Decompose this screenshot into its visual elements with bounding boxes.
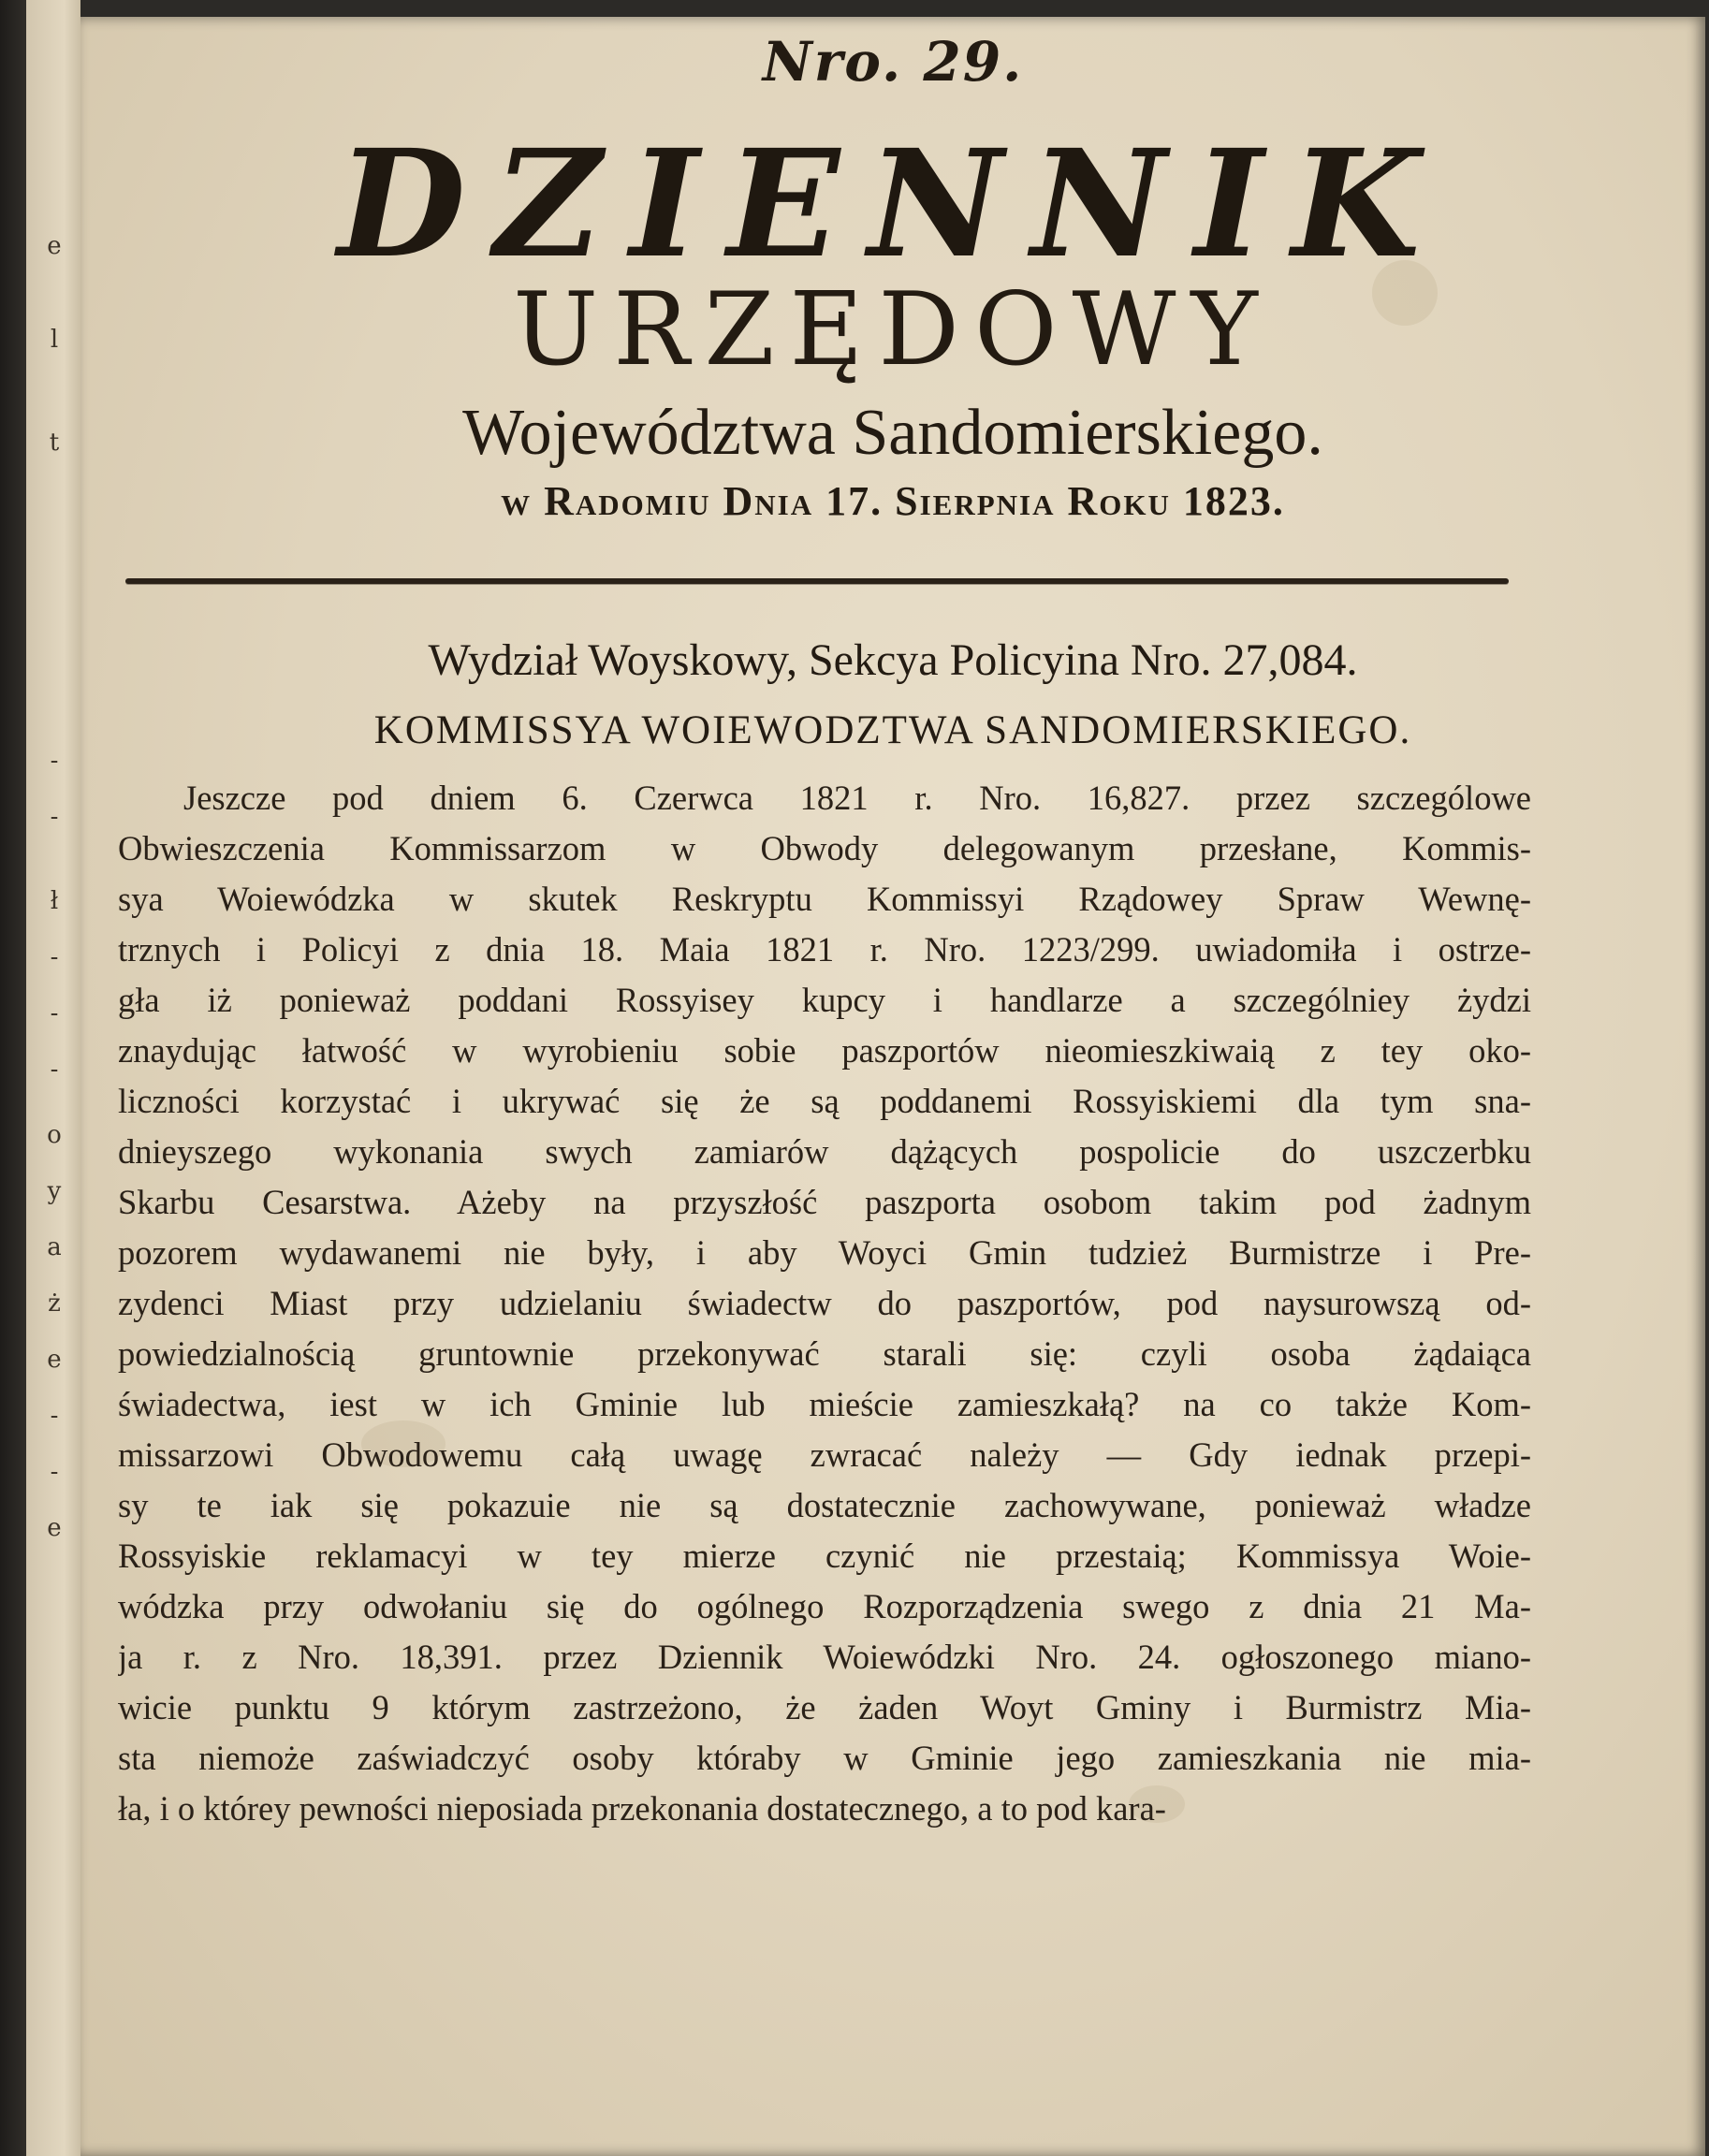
- article-line: sya Woiewódzka w skutek Reskryptu Kommissyi Rządowey Spraw Wewnę-: [118, 880, 1531, 918]
- issue-number: Nro. 29.: [762, 30, 1024, 94]
- margin-fragment: e: [47, 232, 62, 260]
- article-line: znaydując łatwość w wyrobieniu sobie paszportów nieomieszkiwaią z tey oko-: [118, 1031, 1531, 1070]
- masthead-divider: [125, 578, 1509, 584]
- margin-fragment: -: [50, 1056, 59, 1084]
- margin-fragment: -: [50, 1402, 59, 1430]
- margin-fragment: ż: [48, 1289, 61, 1318]
- article-line: dnieyszego wykonania swych zamiarów dążących pospolicie do uszczerbku: [118, 1132, 1531, 1171]
- article-line: Jeszcze pod dniem 6. Czerwca 1821 r. Nro. 16,827. przez szczególowe: [183, 779, 1531, 817]
- margin-fragment: l: [50, 326, 59, 354]
- margin-fragment: a: [47, 1233, 62, 1261]
- margin-fragment: e: [47, 1346, 62, 1374]
- margin-fragment: -: [50, 747, 59, 775]
- article-line: ja r. z Nro. 18,391. przez Dziennik Woiewódzki Nro. 24. ogłoszonego miano-: [118, 1638, 1531, 1676]
- article-line: Obwieszczenia Kommissarzom w Obwody delegowanym przesłane, Kommis-: [118, 829, 1531, 867]
- margin-fragment: -: [50, 803, 59, 831]
- margin-fragment: -: [50, 943, 59, 971]
- article-line: pozorem wydawanemi nie były, i aby Woyci Gmin tudzież Burmistrze i Pre-: [118, 1233, 1531, 1272]
- article-line: wicie punktu 9 którym zastrzeżono, że żaden Woyt Gminy i Burmistrz Mia-: [118, 1688, 1531, 1726]
- article-line: missarzowi Obwodowemu całą uwagę zwracać należy — Gdy iednak przepi-: [118, 1435, 1531, 1474]
- article-body: [118, 773, 1531, 1834]
- dateline: w Radomiu Dnia 17. Sierpnia Roku 1823.: [501, 478, 1285, 524]
- article-line: ła, i o którey pewności nieposiada przekonania dostatecznego, a to pod kara-: [118, 1789, 1166, 1828]
- article-line: trznych i Policyi z dnia 18. Maia 1821 r. Nro. 1223/299. uwiadomiła i ostrze-: [118, 930, 1531, 969]
- article-line: gła iż ponieważ poddani Rossyisey kupcy i handlarze a szczególniey żydzi: [118, 981, 1531, 1019]
- article-line: wódzka przy odwołaniu się do ogólnego Rozporządzenia swego z dnia 21 Ma-: [118, 1587, 1531, 1625]
- article-line: sy te iak się pokazuie nie są dostatecznie zachowywane, ponieważ władze: [118, 1486, 1531, 1524]
- article-line: powiedzialnością gruntownie przekonywać starali się: czyli osoba żądaiąca: [118, 1334, 1531, 1373]
- margin-fragment: -: [50, 1458, 59, 1486]
- newspaper-title: DZIENNIK: [337, 118, 1449, 291]
- section-heading: Wydział Woyskowy, Sekcya Policyina Nro. 27,084.: [428, 635, 1358, 685]
- authority-heading: KOMMISSYA WOIEWODZTWA SANDOMIERSKIEGO.: [373, 708, 1412, 752]
- newspaper-page: [80, 17, 1705, 2156]
- margin-fragment: ł: [50, 887, 59, 915]
- newspaper-region: Województwa Sandomierskiego.: [462, 397, 1323, 469]
- article-line: Skarbu Cesarstwa. Ażeby na przyszłość paszporta osobom takim pod żadnym: [118, 1183, 1531, 1221]
- article-line: Rossyiskie reklamacyi w tey mierze czynić nie przestaią; Kommissya Woie-: [118, 1537, 1531, 1575]
- article-line: świadectwa, iest w ich Gminie lub mieście zamieszkałą? na co także Kom-: [118, 1385, 1531, 1423]
- margin-fragment: e: [47, 1514, 62, 1542]
- margin-fragment: t: [49, 429, 60, 457]
- article-line: liczności korzystać i ukrywać się że są poddanemi Rossyiskiemi dla tym snа-: [118, 1082, 1531, 1120]
- newspaper-subtitle: URZĘDOWY: [513, 271, 1273, 388]
- margin-fragment: -: [50, 999, 59, 1027]
- previous-page-edge: [26, 0, 80, 2156]
- margin-fragment: y: [47, 1177, 62, 1205]
- article-line: sta niemoże zaświadczyć osoby którаby w Gminie jego zamieszkania nie mia-: [118, 1739, 1531, 1777]
- article-line: zydenci Miast przy udzielaniu świadectw do paszportów, pod naysurowszą od-: [118, 1284, 1531, 1322]
- margin-fragment: o: [47, 1121, 62, 1149]
